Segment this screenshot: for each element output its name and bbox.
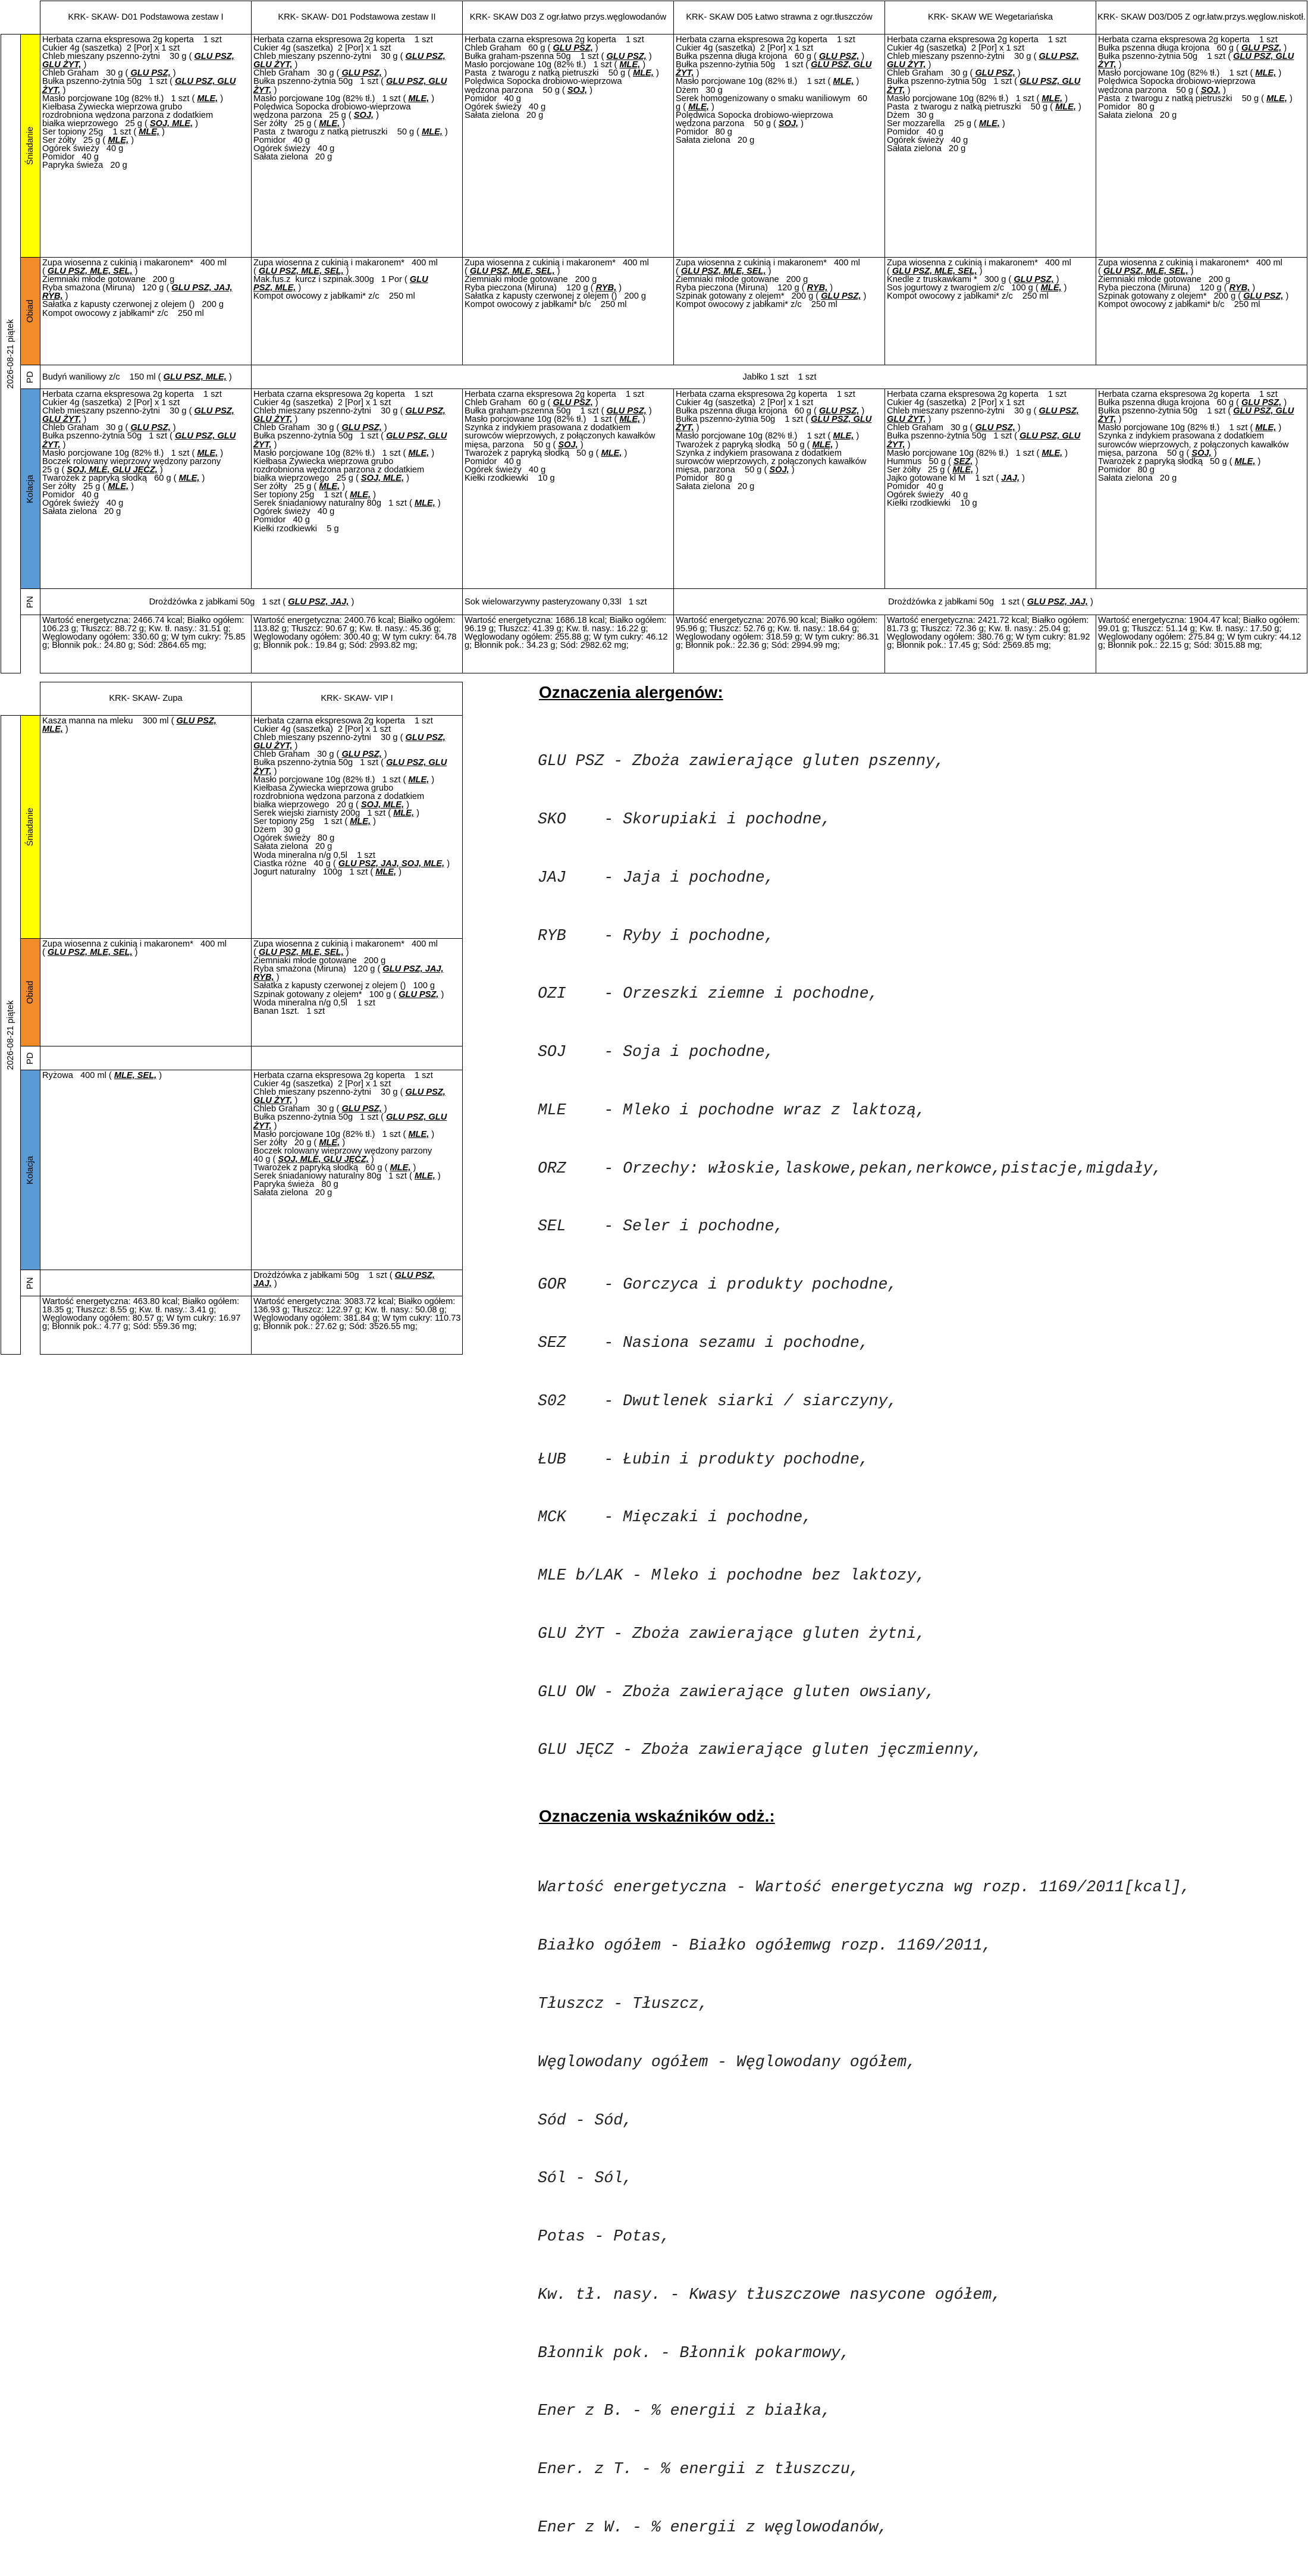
nutrition-cell: Wartość energetyczna: 2421.72 kcal; Białko ogółem: 81.73 g; Tłuszcz: 72.36 g; Kw. tł. nasy.: 25.04 g; Węglowodany ogółem: 380.76 g; W tym cukry: 81.92 g; Błonnik pok.: 17.45 g; Sód: 2569.85 mg; xyxy=(885,615,1096,673)
allergen-item: SKO - Skorupiaki i pochodne, xyxy=(538,810,831,828)
indicator-item: Błonnik pok. - Błonnik pokarmowy, xyxy=(538,2343,850,2362)
allergen-item: GLU JĘCZ - Zboża zawierające gluten jęczmienny, xyxy=(538,1741,983,1759)
allergen-item: S02 - Dwutlenek siarki / siarczyny, xyxy=(538,1392,898,1410)
nutrition-cell: Wartość energetyczna: 1904.47 kcal; Białko ogółem: 99.01 g; Tłuszcz: 51.14 g; Kw. tł. nasy.: 17.50 g; Węglowodany ogółem: 275.84 g; W tym cukry: 44.12 g; Błonnik pok.: 22.15 g; Sód: 3015.88 mg; xyxy=(1096,615,1307,673)
allergen-item: JAJ - Jaja i pochodne, xyxy=(538,868,774,886)
diet-header: KRK- SKAW- Zupa xyxy=(40,682,252,716)
menu-cell: Jabłko 1 szt 1 szt xyxy=(252,365,1307,389)
menu-cell: Zupa wiosenna z cukinią i makaronem* 400 ml ( GLU PSZ, MLE, SEL, ) Mak.fus.z kurcz i szpinak.300g 1 Por ( GLU PSZ, MLE, ) Kompot owocowy z jabłkami* z/c 250 ml xyxy=(252,258,463,365)
diet-header: KRK- SKAW D03 Z ogr.łatwo przys.węglowodanów xyxy=(463,1,674,35)
diet-header: KRK- SKAW D03/D05 Z ogr.łatw.przys.węglow.niskotł. xyxy=(1096,1,1307,35)
menu-cell: Zupa wiosenna z cukinią i makaronem* 400 ml ( GLU PSZ, MLE, SEL, ) Knedle z truskawkami * 300 g ( GLU PSZ, ) Sos jogurtowy z twarogiem z/c 100 g ( MLE, ) Kompot owocowy z jabłkami* z/c 250 ml xyxy=(885,258,1096,365)
menu-cell: Zupa wiosenna z cukinią i makaronem* 400 ml ( GLU PSZ, MLE, SEL, ) Ziemniaki młode gotowane 200 g Ryba smażona (Miruna) 120 g ( GLU PSZ, JAJ, RYB, ) Sałatka z kapusty czerwonej z olejem () 200 g Kompot owocowy z jabłkami* z/c 250 ml xyxy=(40,258,252,365)
allergen-item: ŁUB - Łubin i produkty pochodne, xyxy=(538,1450,869,1468)
diet-header: KRK- SKAW D05 Łatwo strawna z ogr.tłuszczów xyxy=(674,1,885,35)
menu-cell: Herbata czarna ekspresowa 2g koperta 1 szt Chleb Graham 60 g ( GLU PSZ, ) Bułka graham-pszenna 50g 1 szt ( GLU PSZ, ) Masło porcjowane 10g (82% tł.) 1 szt ( MLE, ) Pasta z twarogu z natką pietruszki 50 g ( MLE, ) Polędwica Sopocka drobiowo-wieprzowa wędzona parzona 50 g ( SOJ, ) Pomidor 40 g Ogórek świeży 40 g Sałata zielona 20 g xyxy=(463,35,674,258)
allergen-item: OZI - Orzeszki ziemne i pochodne, xyxy=(538,985,879,1003)
menu-cell-empty xyxy=(40,1046,252,1070)
blank-cell xyxy=(21,615,40,673)
indicator-item: Sód - Sód, xyxy=(538,2111,633,2129)
indicator-item: Kw. tł. nasy. - Kwasy tłuszczowe nasycone ogółem, xyxy=(538,2285,1002,2304)
allergen-item: GLU OW - Zboża zawierające gluten owsiany, xyxy=(538,1682,935,1701)
menu-cell: Drożdżówka z jabłkami 50g 1 szt ( GLU PSZ, JAJ, ) xyxy=(252,1270,463,1296)
meal-label-pd: PD xyxy=(21,1046,40,1070)
meal-label-sniadanie: Śniadanie xyxy=(21,716,40,939)
diet-header: KRK- SKAW WE Wegetariańska xyxy=(885,1,1096,35)
menu-cell: Zupa wiosenna z cukinią i makaronem* 400 ml ( GLU PSZ, MLE, SEL, ) Ziemniaki młode gotowane 200 g Ryba pieczona (Miruna) 120 g ( RYB, ) Szpinak gotowany z olejem* 200 g ( GLU PSZ, ) Kompot owocowy z jabłkami* b/c 250 ml xyxy=(1096,258,1307,365)
date-label: 2026-08-21 piątek xyxy=(1,716,21,1355)
menu-cell: Herbata czarna ekspresowa 2g koperta 1 szt Bułka pszenna długa krojona 60 g ( GLU PSZ, ) Bułka pszenno-żytnia 50g 1 szt ( GLU PSZ, GLU ŻYT, ) Masło porcjowane 10g (82% tł.) 1 szt ( MLE, ) Polędwica Sopocka drobiowo-wieprzowa wędzona parzona 50 g ( SOJ, ) Pasta z twarogu z natką pietruszki 50 g ( MLE, ) Pomidor 80 g Sałata zielona 20 g xyxy=(1096,35,1307,258)
indicator-item: Ener. z T. - % energii z tłuszczu, xyxy=(538,2460,860,2478)
menu-cell: Herbata czarna ekspresowa 2g koperta 1 szt Chleb Graham 60 g ( GLU PSZ, ) Bułka graham-pszenna 50g 1 szt ( GLU PSZ, ) Masło porcjowane 10g (82% tł.) 1 szt ( MLE, ) Szynka z indykiem prasowana z dodatkiem surowców wieprzowych, z połączonych kawałków mięsa, parzona 50 g ( SOJ, ) Twarożek z papryką słodką 50 g ( MLE, ) Pomidor 40 g Ogórek świeży 40 g Kiełki rzodkiewki 10 g xyxy=(463,389,674,589)
menu-cell: Zupa wiosenna z cukinią i makaronem* 400 ml ( GLU PSZ, MLE, SEL, ) Ziemniaki młode gotowane 200 g Ryba pieczona (Miruna) 120 g ( RYB, ) Szpinak gotowany z olejem* 200 g ( GLU PSZ, ) Kompot owocowy z jabłkami* z/c 250 ml xyxy=(674,258,885,365)
menu-cell: Budyń waniliowy z/c 150 ml ( GLU PSZ, MLE, ) xyxy=(40,365,252,389)
indicator-item: Białko ogółem - Białko ogółemwg rozp. 1169/2011, xyxy=(538,1936,992,1955)
menu-cell: Zupa wiosenna z cukinią i makaronem* 400 ml ( GLU PSZ, MLE, SEL, ) Ziemniaki młode gotowane 200 g Ryba pieczona (Miruna) 120 g ( RYB, ) Sałatka z kapusty czerwonej z olejem () 200 g Kompot owocowy z jabłkami* b/c 250 ml xyxy=(463,258,674,365)
menu-cell: Zupa wiosenna z cukinią i makaronem* 400 ml ( GLU PSZ, MLE, SEL, ) Ziemniaki młode gotowane 200 g Ryba smażona (Miruna) 120 g ( GLU PSZ, JAJ, RYB, ) Sałatka z kapusty czerwonej z olejem () 100 g Szpinak gotowany z olejem* 100 g ( GLU PSZ, ) Woda mineralna n/g 0,5l 1 szt Banan 1szt. 1 szt xyxy=(252,939,463,1046)
menu-cell: Sok wielowarzywny pasteryzowany 0,33l 1 szt xyxy=(463,589,674,615)
indicator-item: Węglowodany ogółem - Węglowodany ogółem, xyxy=(538,2052,917,2071)
menu-table-main xyxy=(1,1,1307,673)
allergen-item: GLU ŻYT - Zboża zawierające gluten żytni, xyxy=(538,1624,926,1643)
allergen-item: RYB - Ryby i pochodne, xyxy=(538,926,774,945)
menu-cell: Herbata czarna ekspresowa 2g koperta 1 szt Cukier 4g (saszetka) 2 [Por] x 1 szt Chleb mieszany pszenno-żytni 30 g ( GLU PSZ, GLU ŻYT, ) Chleb Graham 30 g ( GLU PSZ, ) Bułka pszenno-żytnia 50g 1 szt ( GLU PSZ, GLU ŻYT, ) Masło porcjowane 10g (82% tł.) 1 szt ( MLE, ) Ser żółty 20 g ( MLE, ) Boczek rolowany wieprzowy wędzony parzony 40 g ( SOJ, MLE, GLU JĘCZ, ) Twarożek z papryką słodką 60 g ( MLE, ) Serek śniadaniowy naturalny 80g 1 szt ( MLE, ) Papryka świeża 80 g Sałata zielona 20 g xyxy=(252,1070,463,1270)
diet-header: KRK- SKAW- VIP I xyxy=(252,682,463,716)
menu-cell: Drożdżówka z jabłkami 50g 1 szt ( GLU PSZ, JAJ, ) xyxy=(674,589,1307,615)
corner-blank xyxy=(1,1,40,35)
menu-cell: Kasza manna na mleku 300 ml ( GLU PSZ, MLE, ) xyxy=(40,716,252,939)
indicator-item: Sól - Sól, xyxy=(538,2169,633,2188)
nutrition-cell: Wartość energetyczna: 2400.76 kcal; Białko ogółem: 113.82 g; Tłuszcz: 90.67 g; Kw. tł. nasy.: 45.36 g; Węglowodany ogółem: 300.40 g; W tym cukry: 64.78 g; Błonnik pok.: 19.84 g; Sód: 2993.82 mg; xyxy=(252,615,463,673)
indicators-title: Oznaczenia wskaźników odż.: xyxy=(539,1807,775,1826)
allergen-item: MCK - Mięczaki i pochodne, xyxy=(538,1508,813,1527)
menu-cell: Herbata czarna ekspresowa 2g koperta 1 szt Cukier 4g (saszetka) 2 [Por] x 1 szt Chleb mieszany pszenno-żytni 30 g ( GLU PSZ, GLU ŻYT, ) Chleb Graham 30 g ( GLU PSZ, ) Bułka pszenno-żytnia 50g 1 szt ( GLU PSZ, GLU ŻYT, ) Masło porcjowane 10g (82% tł.) 1 szt ( MLE, ) Kiełbasa Żywiecka wieprzowa grubo rozdrobniona wędzona parzona z dodatkiem białka wieprzowego 25 g ( SOJ, MLE, ) Ser żółty 25 g ( MLE, ) Ser topiony 25g 1 szt ( MLE, ) Serek śniadaniowy naturalny 80g 1 szt ( MLE, ) Ogórek świeży 40 g Pomidor 40 g Kiełki rzodkiewki 5 g xyxy=(252,389,463,589)
menu-cell: Ryżowa 400 ml ( MLE, SEL, ) xyxy=(40,1070,252,1270)
indicator-item: Ener z B. - % energii z białka, xyxy=(538,2402,831,2420)
menu-cell: Herbata czarna ekspresowa 2g koperta 1 szt Cukier 4g (saszetka) 2 [Por] x 1 szt Chleb mieszany pszenno-żytni 30 g ( GLU PSZ, GLU ŻYT, ) Chleb Graham 30 g ( GLU PSZ, ) Bułka pszenno-żytnia 50g 1 szt ( GLU PSZ, GLU ŻYT, ) Masło porcjowane 10g (82% tł.) 1 szt ( MLE, ) Polędwica Sopocka drobiowo-wieprzowa wędzona parzona 25 g ( SOJ, ) Ser żółty 25 g ( MLE, ) Pasta z twarogu z natką pietruszki 50 g ( MLE, ) Pomidor 40 g Ogórek świeży 40 g Sałata zielona 20 g xyxy=(252,35,463,258)
meal-label-pd: PD xyxy=(21,365,40,389)
menu-cell-empty xyxy=(40,1270,252,1296)
menu-cell: Herbata czarna ekspresowa 2g koperta 1 szt Cukier 4g (saszetka) 2 [Por] x 1 szt Bułka pszenna długa krojona 60 g ( GLU PSZ, ) Bułka pszenno-żytnia 50g 1 szt ( GLU PSZ, GLU ŻYT, ) Masło porcjowane 10g (82% tł.) 1 szt ( MLE, ) Dżem 30 g Serek homogenizowany o smaku waniliowym 60 g ( MLE, ) Polędwica Sopocka drobiowo-wieprzowa wędzona parzona 50 g ( SOJ, ) Pomidor 80 g Sałata zielona 20 g xyxy=(674,35,885,258)
indicator-item: Potas - Potas, xyxy=(538,2227,670,2246)
indicator-item: Wartość energetyczna - Wartość energetyczna wg rozp. 1169/2011[kcal], xyxy=(538,1878,1191,1897)
nutrition-cell: Wartość energetyczna: 463.80 kcal; Białko ogółem: 18.35 g; Tłuszcz: 8.55 g; Kw. tł. nasy.: 3.41 g; Węglowodany ogółem: 80.57 g; W tym cukry: 16.97 g; Błonnik pok.: 4.77 g; Sód: 559.36 mg; xyxy=(40,1296,252,1355)
meal-label-pn: PN xyxy=(21,1270,40,1296)
indicator-item: Tłuszcz - Tłuszcz, xyxy=(538,1995,708,2013)
menu-cell: Herbata czarna ekspresowa 2g koperta 1 szt Cukier 4g (saszetka) 2 [Por] x 1 szt Chleb mieszany pszenno-żytni 30 g ( GLU PSZ, GLU ŻYT, ) Chleb Graham 30 g ( GLU PSZ, ) Bułka pszenno-żytnia 50g 1 szt ( GLU PSZ, GLU ŻYT, ) Masło porcjowane 10g (82% tł.) 1 szt ( MLE, ) Pasta z twarogu z natką pietruszki 50 g ( MLE, ) Dżem 30 g Ser mozzarella 25 g ( MLE, ) Pomidor 40 g Ogórek świeży 40 g Sałata zielona 20 g xyxy=(885,35,1096,258)
diet-header: KRK- SKAW- D01 Podstawowa zestaw II xyxy=(252,1,463,35)
nutrition-cell: Wartość energetyczna: 1686.18 kcal; Białko ogółem: 96.19 g; Tłuszcz: 41.39 g; Kw. tł. nasy.: 16.22 g; Węglowodany ogółem: 255.88 g; W tym cukry: 46.12 g; Błonnik pok.: 34.23 g; Sód: 2982.62 mg; xyxy=(463,615,674,673)
allergen-item: SEL - Seler i pochodne, xyxy=(538,1217,784,1236)
allergen-item: GOR - Gorczyca i produkty pochodne, xyxy=(538,1276,898,1294)
menu-table-secondary xyxy=(1,682,463,1355)
menu-cell: Herbata czarna ekspresowa 2g koperta 1 szt Cukier 4g (saszetka) 2 [Por] x 1 szt Chleb mieszany pszenno-żytni 30 g ( GLU PSZ, GLU ŻYT, ) Chleb Graham 30 g ( GLU PSZ, ) Bułka pszenno-żytnia 50g 1 szt ( GLU PSZ, GLU ŻYT, ) Masło porcjowane 10g (82% tł.) 1 szt ( MLE, ) Boczek rolowany wieprzowy wędzony parzony 25 g ( SOJ, MLE, GLU JĘCZ, ) Twarożek z papryką słodką 60 g ( MLE, ) Ser żółty 25 g ( MLE, ) Pomidor 40 g Ogórek świeży 40 g Sałata zielona 20 g xyxy=(40,389,252,589)
meal-label-obiad: Obiad xyxy=(21,939,40,1046)
indicator-item: Ener z W. - % energii z węglowodanów, xyxy=(538,2518,888,2537)
meal-label-obiad: Obiad xyxy=(21,258,40,365)
menu-cell: Drożdżówka z jabłkami 50g 1 szt ( GLU PSZ, JAJ, ) xyxy=(40,589,463,615)
menu-cell: Zupa wiosenna z cukinią i makaronem* 400 ml ( GLU PSZ, MLE, SEL, ) xyxy=(40,939,252,1046)
allergens-title: Oznaczenia alergenów: xyxy=(539,683,723,701)
menu-cell: Herbata czarna ekspresowa 2g koperta 1 szt Cukier 4g (saszetka) 2 [Por] x 1 szt Bułka pszenna długa krojona 60 g ( GLU PSZ, ) Bułka pszenno-żytnia 50g 1 szt ( GLU PSZ, GLU ŻYT, ) Masło porcjowane 10g (82% tł.) 1 szt ( MLE, ) Twarożek z papryką słodką 50 g ( MLE, ) Szynka z indykiem prasowana z dodatkiem surowców wieprzowych, z połączonych kawałków mięsa, parzona 50 g ( SOJ, ) Pomidor 80 g Sałata zielona 20 g xyxy=(674,389,885,589)
blank-cell xyxy=(21,1296,40,1355)
meal-label-kolacja: Kolacja xyxy=(21,389,40,589)
meal-label-sniadanie: Śniadanie xyxy=(21,35,40,258)
allergens-list xyxy=(538,713,1303,1798)
allergen-item: MLE b/LAK - Mleko i pochodne bez laktozy, xyxy=(538,1566,926,1585)
allergen-item: SOJ - Soja i pochodne, xyxy=(538,1043,774,1061)
allergen-item: ORZ - Orzechy: włoskie,laskowe,pekan,nerkowce,pistacje,migdały, xyxy=(538,1159,1162,1177)
allergen-item: SEZ - Nasiona sezamu i pochodne, xyxy=(538,1334,869,1352)
legend xyxy=(535,683,1303,2576)
indicators-list xyxy=(538,1839,1303,2576)
corner-blank xyxy=(1,682,40,716)
menu-cell: Herbata czarna ekspresowa 2g koperta 1 szt Cukier 4g (saszetka) 2 [Por] x 1 szt Chleb mieszany pszenno-żytni 30 g ( GLU PSZ, GLU ŻYT, ) Chleb Graham 30 g ( GLU PSZ, ) Bułka pszenno-żytnia 50g 1 szt ( GLU PSZ, GLU ŻYT, ) Masło porcjowane 10g (82% tł.) 1 szt ( MLE, ) Kiełbasa Żywiecka wieprzowa grubo rozdrobniona wędzona parzona z dodatkiem białka wieprzowego 20 g ( SOJ, MLE, ) Serek wiejski ziarnisty 200g 1 szt ( MLE, ) Ser topiony 25g 1 szt ( MLE, ) Dżem 30 g Ogórek świeży 80 g Sałata zielona 20 g Woda mineralna n/g 0,5l 1 szt Ciastka różne 40 g ( GLU PSZ, JAJ, SOJ, MLE, ) Jogurt naturalny 100g 1 szt ( MLE, ) xyxy=(252,716,463,939)
nutrition-cell: Wartość energetyczna: 2076.90 kcal; Białko ogółem: 95.96 g; Tłuszcz: 52.76 g; Kw. tł. nasy.: 18.64 g; Węglowodany ogółem: 318.59 g; W tym cukry: 86.31 g; Błonnik pok.: 22.36 g; Sód: 2994.99 mg; xyxy=(674,615,885,673)
allergen-item: MLE - Mleko i pochodne wraz z laktozą, xyxy=(538,1101,926,1119)
menu-cell: Herbata czarna ekspresowa 2g koperta 1 szt Cukier 4g (saszetka) 2 [Por] x 1 szt Chleb mieszany pszenno-żytni 30 g ( GLU PSZ, GLU ŻYT, ) Chleb Graham 30 g ( GLU PSZ, ) Bułka pszenno-żytnia 50g 1 szt ( GLU PSZ, GLU ŻYT, ) Masło porcjowane 10g (82% tł.) 1 szt ( MLE, ) Kiełbasa Żywiecka wieprzowa grubo rozdrobniona wędzona parzona z dodatkiem białka wieprzowego 25 g ( SOJ, MLE, ) Ser topiony 25g 1 szt ( MLE, ) Ser żółty 25 g ( MLE, ) Ogórek świeży 40 g Pomidor 40 g Papryka świeża 20 g xyxy=(40,35,252,258)
nutrition-cell: Wartość energetyczna: 3083.72 kcal; Białko ogółem: 136.93 g; Tłuszcz: 122.97 g; Kw. tł. nasy.: 50.08 g; Węglowodany ogółem: 381.84 g; W tym cukry: 110.73 g; Błonnik pok.: 27.62 g; Sód: 3526.55 mg; xyxy=(252,1296,463,1355)
date-label: 2026-08-21 piątek xyxy=(1,35,21,673)
menu-cell-empty xyxy=(252,1046,463,1070)
meal-label-pn: PN xyxy=(21,589,40,615)
nutrition-cell: Wartość energetyczna: 2466.74 kcal; Białko ogółem: 106.23 g; Tłuszcz: 88.72 g; Kw. tł. nasy.: 31.51 g; Węglowodany ogółem: 330.60 g; W tym cukry: 75.85 g; Błonnik pok.: 24.80 g; Sód: 2864.65 mg; xyxy=(40,615,252,673)
diet-header: KRK- SKAW- D01 Podstawowa zestaw I xyxy=(40,1,252,35)
menu-cell: Herbata czarna ekspresowa 2g koperta 1 szt Cukier 4g (saszetka) 2 [Por] x 1 szt Chleb mieszany pszenno-żytni 30 g ( GLU PSZ, GLU ŻYT, ) Chleb Graham 30 g ( GLU PSZ, ) Bułka pszenno-żytnia 50g 1 szt ( GLU PSZ, GLU ŻYT, ) Masło porcjowane 10g (82% tł.) 1 szt ( MLE, ) Hummus 50 g ( SEZ, ) Ser żółty 25 g ( MLE, ) Jajko gotowane kl M 1 szt ( JAJ, ) Pomidor 40 g Ogórek świeży 40 g Kiełki rzodkiewki 10 g xyxy=(885,389,1096,589)
allergen-item: GLU PSZ - Zboża zawierające gluten pszenny, xyxy=(538,752,945,770)
menu-cell: Herbata czarna ekspresowa 2g koperta 1 szt Bułka pszenna długa krojona 60 g ( GLU PSZ, ) Bułka pszenno-żytnia 50g 1 szt ( GLU PSZ, GLU ŻYT, ) Masło porcjowane 10g (82% tł.) 1 szt ( MLE, ) Szynka z indykiem prasowana z dodatkiem surowców wieprzowych, z połączonych kawałków mięsa, parzona 50 g ( SOJ, ) Twarożek z papryką słodką 50 g ( MLE, ) Pomidor 80 g Sałata zielona 20 g xyxy=(1096,389,1307,589)
meal-label-kolacja: Kolacja xyxy=(21,1070,40,1270)
